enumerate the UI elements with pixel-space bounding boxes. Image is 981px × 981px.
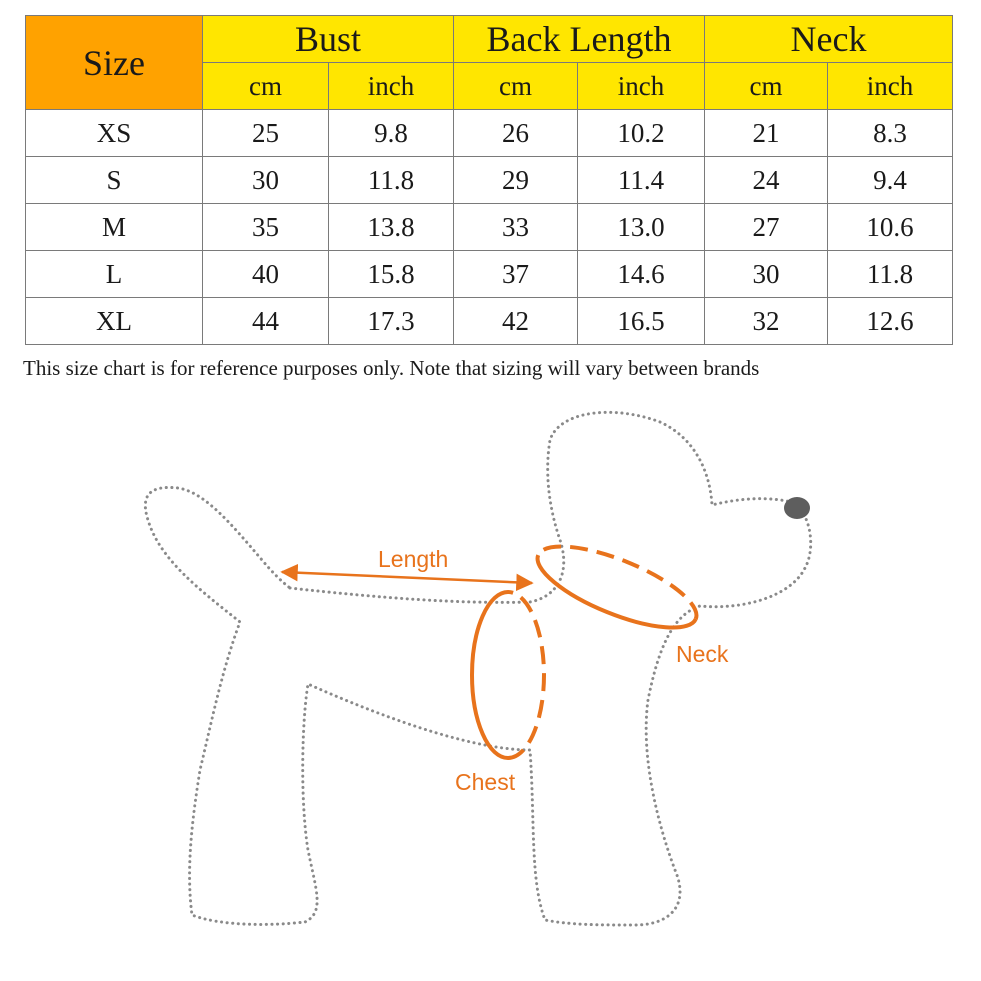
table-cell: 14.6 bbox=[578, 251, 705, 298]
dog-measurement-diagram bbox=[0, 390, 981, 981]
size-cell: XL bbox=[26, 298, 203, 345]
size-column-header: Size bbox=[26, 16, 203, 110]
length-arrow bbox=[282, 572, 532, 583]
size-cell: S bbox=[26, 157, 203, 204]
bust-group-header: Bust bbox=[203, 16, 454, 63]
neck-measurement-loop bbox=[528, 530, 706, 644]
size-cell: XS bbox=[26, 110, 203, 157]
table-cell: 13.8 bbox=[329, 204, 454, 251]
table-cell: 21 bbox=[705, 110, 828, 157]
table-cell: 11.8 bbox=[828, 251, 953, 298]
unit-header: cm bbox=[705, 63, 828, 110]
size-cell: L bbox=[26, 251, 203, 298]
nose-icon bbox=[784, 497, 810, 519]
unit-header: cm bbox=[203, 63, 329, 110]
table-cell: 9.8 bbox=[329, 110, 454, 157]
table-row bbox=[26, 110, 953, 157]
size-chart-table bbox=[25, 15, 953, 345]
table-cell: 33 bbox=[454, 204, 578, 251]
back-length-group-header: Back Length bbox=[454, 16, 705, 63]
table-cell: 44 bbox=[203, 298, 329, 345]
table-cell: 15.8 bbox=[329, 251, 454, 298]
table-cell: 30 bbox=[203, 157, 329, 204]
table-cell: 11.4 bbox=[578, 157, 705, 204]
size-chart-note: This size chart is for reference purposes only. Note that sizing will vary between brands bbox=[23, 356, 760, 380]
table-cell: 11.8 bbox=[329, 157, 454, 204]
table-cell: 32 bbox=[705, 298, 828, 345]
table-cell: 26 bbox=[454, 110, 578, 157]
table-cell: 10.2 bbox=[578, 110, 705, 157]
table-cell: 9.4 bbox=[828, 157, 953, 204]
table-row bbox=[26, 157, 953, 204]
table-cell: 35 bbox=[203, 204, 329, 251]
table-cell: 30 bbox=[705, 251, 828, 298]
table-cell: 24 bbox=[705, 157, 828, 204]
chest-measurement-loop bbox=[472, 592, 544, 758]
size-cell: M bbox=[26, 204, 203, 251]
table-cell: 10.6 bbox=[828, 204, 953, 251]
chest-label: Chest bbox=[455, 769, 516, 795]
table-cell: 17.3 bbox=[329, 298, 454, 345]
dog-outline bbox=[145, 412, 810, 925]
table-row bbox=[26, 298, 953, 345]
table-row bbox=[26, 251, 953, 298]
table-row bbox=[26, 204, 953, 251]
table-cell: 25 bbox=[203, 110, 329, 157]
unit-header: cm bbox=[454, 63, 578, 110]
neck-group-header: Neck bbox=[705, 16, 953, 63]
table-cell: 8.3 bbox=[828, 110, 953, 157]
table-cell: 40 bbox=[203, 251, 329, 298]
table-cell: 27 bbox=[705, 204, 828, 251]
table-cell: 29 bbox=[454, 157, 578, 204]
length-label: Length bbox=[378, 546, 449, 572]
unit-header: inch bbox=[329, 63, 454, 110]
unit-header: inch bbox=[828, 63, 953, 110]
table-cell: 37 bbox=[454, 251, 578, 298]
table-cell: 12.6 bbox=[828, 298, 953, 345]
table-cell: 16.5 bbox=[578, 298, 705, 345]
neck-label: Neck bbox=[676, 641, 729, 667]
unit-header: inch bbox=[578, 63, 705, 110]
table-cell: 42 bbox=[454, 298, 578, 345]
table-cell: 13.0 bbox=[578, 204, 705, 251]
